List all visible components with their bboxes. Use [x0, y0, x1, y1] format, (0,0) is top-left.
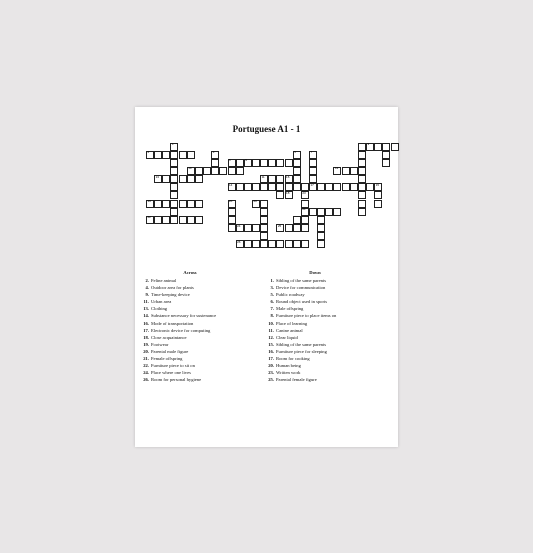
cell-number: 20 [229, 199, 233, 204]
down-clue [260, 298, 370, 305]
clue-text: Public roadway [276, 292, 305, 298]
cell-number: 11 [261, 174, 265, 179]
clue-text: Male offspring [276, 306, 304, 312]
clue-number: 16. [268, 348, 274, 354]
clue-number: 1. [270, 278, 274, 283]
grid-cell[interactable] [154, 216, 162, 224]
grid-cell[interactable] [244, 240, 252, 248]
clue-number: 12. [268, 334, 274, 340]
cell-number: 22 [147, 215, 151, 220]
cell-number: 6 [229, 158, 231, 163]
clue-text: Feline animal [151, 278, 177, 283]
grid-cell[interactable] [268, 159, 276, 167]
grid-cell[interactable] [374, 183, 382, 191]
across-clue-list [135, 277, 245, 383]
down-clue [260, 312, 370, 319]
grid-cell[interactable] [236, 183, 244, 191]
grid-cell[interactable] [309, 159, 317, 167]
grid-cell[interactable] [391, 143, 399, 151]
grid-cell[interactable] [317, 216, 325, 224]
clue-text: Footwear [151, 341, 169, 347]
grid-cell[interactable] [333, 167, 341, 175]
down-clue [260, 320, 370, 327]
clue-text: Written work [276, 370, 301, 376]
grid-cell[interactable] [154, 175, 162, 183]
grid-cell[interactable] [236, 240, 244, 248]
grid-cell[interactable] [146, 200, 154, 208]
grid-cell[interactable] [195, 200, 203, 208]
clue-text: Round object used in sports [276, 299, 328, 305]
cell-number: 18 [286, 190, 290, 195]
down-clue [260, 369, 370, 376]
clue-text: Outdoor area for plants [151, 285, 194, 291]
grid-cell[interactable] [276, 191, 284, 199]
clue-number: 4. [145, 285, 149, 291]
grid-cell[interactable] [228, 208, 236, 216]
grid-cell[interactable] [317, 240, 325, 248]
grid-cell[interactable] [170, 216, 178, 224]
across-clue [135, 312, 245, 319]
clue-number: 23. [268, 370, 274, 376]
grid-cell[interactable] [342, 183, 350, 191]
down-clue [260, 355, 370, 362]
clue-text: Device for communication [276, 285, 326, 291]
grid-cell[interactable] [252, 159, 260, 167]
cell-number: 5 [294, 150, 296, 155]
grid-cell[interactable] [293, 183, 301, 191]
across-clue [135, 334, 245, 341]
grid-cell[interactable] [260, 224, 268, 232]
grid-cell[interactable] [228, 216, 236, 224]
grid-cell[interactable] [276, 175, 284, 183]
grid-cell[interactable] [252, 240, 260, 248]
across-column [135, 270, 245, 383]
grid-cell[interactable] [276, 224, 284, 232]
grid-cell[interactable] [342, 167, 350, 175]
grid-cell[interactable] [301, 208, 309, 216]
across-clue [135, 362, 245, 369]
clue-text: Clear liquid [276, 334, 298, 340]
across-clue [135, 327, 245, 334]
clue-text: Furniture piece for sleeping [276, 348, 327, 354]
grid-cell[interactable] [195, 167, 203, 175]
grid-cell[interactable] [325, 208, 333, 216]
grid-cell[interactable] [358, 183, 366, 191]
clue-text: Furniture piece to sit on [151, 363, 195, 369]
grid-cell[interactable] [187, 200, 195, 208]
grid-cell[interactable] [309, 151, 317, 159]
crossword-grid [135, 107, 398, 257]
worksheet-page [135, 107, 398, 447]
down-clue [260, 341, 370, 348]
grid-cell[interactable] [358, 200, 366, 208]
clue-text: Female offspring [151, 356, 183, 362]
grid-cell[interactable] [252, 224, 260, 232]
grid-cell[interactable] [195, 216, 203, 224]
cell-number: 17 [310, 182, 314, 187]
grid-cell[interactable] [293, 167, 301, 175]
cell-number: 23 [302, 190, 306, 195]
clue-text: Substance necessary for sustenance [151, 313, 217, 319]
across-clue [135, 277, 245, 284]
grid-cell[interactable] [146, 216, 154, 224]
grid-cell[interactable] [260, 232, 268, 240]
clue-number: 14. [143, 313, 149, 319]
grid-cell[interactable] [228, 159, 236, 167]
page-title: Portuguese A1 - 1 [232, 124, 301, 134]
grid-cell[interactable] [333, 208, 341, 216]
grid-cell[interactable] [358, 143, 366, 151]
cell-number: 26 [237, 239, 241, 244]
across-heading: Across [183, 270, 197, 275]
cell-number: 9 [245, 158, 247, 163]
grid-cell[interactable] [146, 151, 154, 159]
down-heading: Down [309, 270, 321, 275]
grid-cell[interactable] [211, 159, 219, 167]
across-clue [135, 291, 245, 298]
clue-text: Time-keeping device [151, 292, 190, 298]
clue-number: 9. [145, 292, 149, 298]
cell-number: 24 [237, 223, 241, 228]
clue-number: 15. [268, 341, 274, 347]
grid-cell[interactable] [285, 240, 293, 248]
grid-cell[interactable] [301, 240, 309, 248]
grid-cell[interactable] [260, 183, 268, 191]
down-clue [260, 284, 370, 291]
grid-cell[interactable] [358, 167, 366, 175]
clue-number: 17. [268, 356, 274, 362]
down-clue [260, 327, 370, 334]
cell-number: 14 [229, 182, 233, 187]
grid-cell[interactable] [333, 183, 341, 191]
clue-text: Room for personal hygiene [151, 377, 202, 383]
grid-cell[interactable] [179, 151, 187, 159]
grid-cell[interactable] [260, 240, 268, 248]
grid-cell[interactable] [285, 159, 293, 167]
across-clue [135, 376, 245, 383]
across-clue [135, 320, 245, 327]
grid-cell[interactable] [350, 167, 358, 175]
grid-cell[interactable] [276, 159, 284, 167]
grid-cell[interactable] [358, 159, 366, 167]
grid-cell[interactable] [260, 216, 268, 224]
grid-cell[interactable] [260, 208, 268, 216]
cell-number: 20 [253, 199, 257, 204]
grid-cell[interactable] [236, 159, 244, 167]
grid-cell[interactable] [170, 143, 178, 151]
grid-cell[interactable] [211, 151, 219, 159]
grid-cell[interactable] [317, 183, 325, 191]
grid-cell[interactable] [293, 159, 301, 167]
grid-cell[interactable] [244, 183, 252, 191]
grid-cell[interactable] [170, 167, 178, 175]
grid-cell[interactable] [268, 240, 276, 248]
grid-cell[interactable] [309, 167, 317, 175]
grid-cell[interactable] [293, 175, 301, 183]
grid-cell[interactable] [162, 216, 170, 224]
grid-cell[interactable] [187, 167, 195, 175]
clue-text: Room for cooking [276, 356, 310, 362]
grid-cell[interactable] [293, 151, 301, 159]
down-clue [260, 348, 370, 355]
grid-cell[interactable] [260, 200, 268, 208]
clue-text: Place of learning [276, 320, 308, 326]
cell-number: 12 [334, 166, 339, 171]
grid-cell[interactable] [374, 143, 382, 151]
grid-cell[interactable] [358, 151, 366, 159]
clue-number: 2. [145, 278, 149, 283]
grid-cell[interactable] [285, 191, 293, 199]
grid-cell[interactable] [244, 224, 252, 232]
across-clue [135, 355, 245, 362]
grid-cell[interactable] [170, 191, 178, 199]
grid-cell[interactable] [228, 167, 236, 175]
clue-number: 19. [143, 341, 149, 347]
grid-cell[interactable] [252, 183, 260, 191]
clue-number: 11. [268, 327, 274, 333]
clue-text: Human being [276, 363, 301, 369]
grid-cell[interactable] [382, 159, 390, 167]
cell-number: 1 [171, 142, 174, 146]
grid-cell[interactable] [252, 200, 260, 208]
grid-cell[interactable] [382, 151, 390, 159]
grid-cell[interactable] [228, 183, 236, 191]
clue-number: 21. [143, 356, 149, 362]
down-column [260, 270, 370, 383]
grid-cell[interactable] [325, 183, 333, 191]
grid-cell[interactable] [179, 216, 187, 224]
clue-number: 16. [143, 320, 149, 326]
grid-cell[interactable] [170, 200, 178, 208]
grid-cell[interactable] [260, 175, 268, 183]
grid-cell[interactable] [276, 183, 284, 191]
grid-cell[interactable] [293, 216, 301, 224]
down-clue-list [260, 277, 370, 383]
grid-cell[interactable] [358, 175, 366, 183]
down-clue [260, 362, 370, 369]
grid-cell[interactable] [301, 191, 309, 199]
across-clue [135, 341, 245, 348]
grid-cell[interactable] [162, 151, 170, 159]
grid-cell[interactable] [187, 151, 195, 159]
grid-cell[interactable] [162, 200, 170, 208]
grid-cell[interactable] [317, 208, 325, 216]
clue-number: 22. [143, 363, 149, 369]
grid-cell[interactable] [301, 224, 309, 232]
grid-cell[interactable] [309, 175, 317, 183]
cell-number: 25 [277, 223, 282, 228]
grid-cell[interactable] [236, 224, 244, 232]
grid-cell[interactable] [301, 216, 309, 224]
grid-cell[interactable] [244, 159, 252, 167]
grid-cell[interactable] [301, 200, 309, 208]
cell-number: 13 [155, 174, 159, 179]
grid-cell[interactable] [366, 183, 374, 191]
clue-text: Parental female figure [276, 377, 317, 383]
grid-cell[interactable] [350, 183, 358, 191]
cell-number: 10 [188, 166, 192, 171]
clue-number: 7. [270, 306, 274, 312]
grid-cell[interactable] [170, 183, 178, 191]
grid-cell[interactable] [285, 175, 293, 183]
clue-text: Canine animal [276, 327, 303, 333]
clue-number: 20. [268, 363, 274, 369]
cell-number: 3 [367, 142, 370, 146]
across-clue [135, 284, 245, 291]
across-clue [135, 305, 245, 312]
clue-number: 5. [270, 292, 274, 298]
grid-cell[interactable] [374, 191, 382, 199]
clue-text: Urban area [151, 299, 172, 305]
clue-number: 25. [268, 377, 274, 383]
grid-cell[interactable] [154, 200, 162, 208]
grid-cell[interactable] [382, 143, 390, 151]
grid-cell[interactable] [317, 232, 325, 240]
clue-number: 13. [143, 306, 149, 312]
grid-cell[interactable] [154, 151, 162, 159]
grid-cell[interactable] [285, 224, 293, 232]
clue-number: 17. [143, 327, 149, 333]
clue-text: Furniture piece to place items on [276, 313, 337, 319]
clue-text: Place where one lives [151, 370, 191, 376]
clue-number: 18. [143, 334, 149, 340]
cell-number: 7 [310, 150, 313, 155]
across-clue [135, 348, 245, 355]
down-clue [260, 291, 370, 298]
across-clue [135, 298, 245, 305]
grid-cell[interactable] [170, 175, 178, 183]
cell-number: 21 [302, 207, 306, 212]
grid-cell[interactable] [276, 240, 284, 248]
down-clue [260, 376, 370, 383]
cell-number: 4 [212, 150, 215, 155]
grid-cell[interactable] [187, 175, 195, 183]
grid-cell[interactable] [358, 208, 366, 216]
clue-text: Close acquaintance [151, 334, 187, 340]
grid-cell[interactable] [170, 208, 178, 216]
clue-number: 8. [270, 313, 274, 319]
down-clue [260, 334, 370, 341]
grid-cell[interactable] [358, 191, 366, 199]
clue-number: 20. [143, 348, 149, 354]
grid-cell[interactable] [211, 167, 219, 175]
grid-cell[interactable] [162, 175, 170, 183]
grid-cell[interactable] [268, 183, 276, 191]
cell-number: 16 [286, 174, 290, 179]
grid-cell[interactable] [236, 167, 244, 175]
cell-number: 19 [147, 199, 151, 204]
grid-cell[interactable] [170, 151, 178, 159]
grid-cell[interactable] [179, 175, 187, 183]
clue-number: 3. [270, 285, 274, 291]
clue-number: 24. [143, 370, 149, 376]
grid-cell[interactable] [309, 183, 317, 191]
clue-number: 26. [143, 377, 149, 383]
grid-cell[interactable] [170, 159, 178, 167]
clue-text: Sibling of the same parents [276, 278, 327, 283]
clue-text: Clothing [151, 306, 168, 312]
grid-cell[interactable] [187, 216, 195, 224]
cell-number: 2 [147, 150, 150, 155]
grid-cell[interactable] [260, 159, 268, 167]
grid-cell[interactable] [203, 167, 211, 175]
grid-cell[interactable] [293, 240, 301, 248]
clue-number: 6. [270, 299, 274, 305]
grid-cell[interactable] [219, 167, 227, 175]
grid-cell[interactable] [317, 224, 325, 232]
grid-cell[interactable] [195, 175, 203, 183]
clue-text: Sibling of the same parents [276, 341, 327, 347]
grid-cell[interactable] [228, 200, 236, 208]
clue-text: Parental male figure [151, 348, 189, 354]
grid-cell[interactable] [374, 200, 382, 208]
clue-text: Electronic device for computing [151, 327, 211, 333]
grid-cell[interactable] [293, 224, 301, 232]
clue-text: Mode of transportation [151, 320, 194, 326]
grid-cell[interactable] [309, 208, 317, 216]
clue-number: 10. [268, 320, 274, 326]
down-clue [260, 277, 370, 284]
grid-cell[interactable] [366, 143, 374, 151]
down-clue [260, 305, 370, 312]
grid-cell[interactable] [228, 224, 236, 232]
clue-number: 11. [143, 299, 149, 305]
across-clue [135, 369, 245, 376]
grid-cell[interactable] [179, 200, 187, 208]
grid-cell[interactable] [268, 175, 276, 183]
cell-number: 15 [375, 182, 380, 187]
